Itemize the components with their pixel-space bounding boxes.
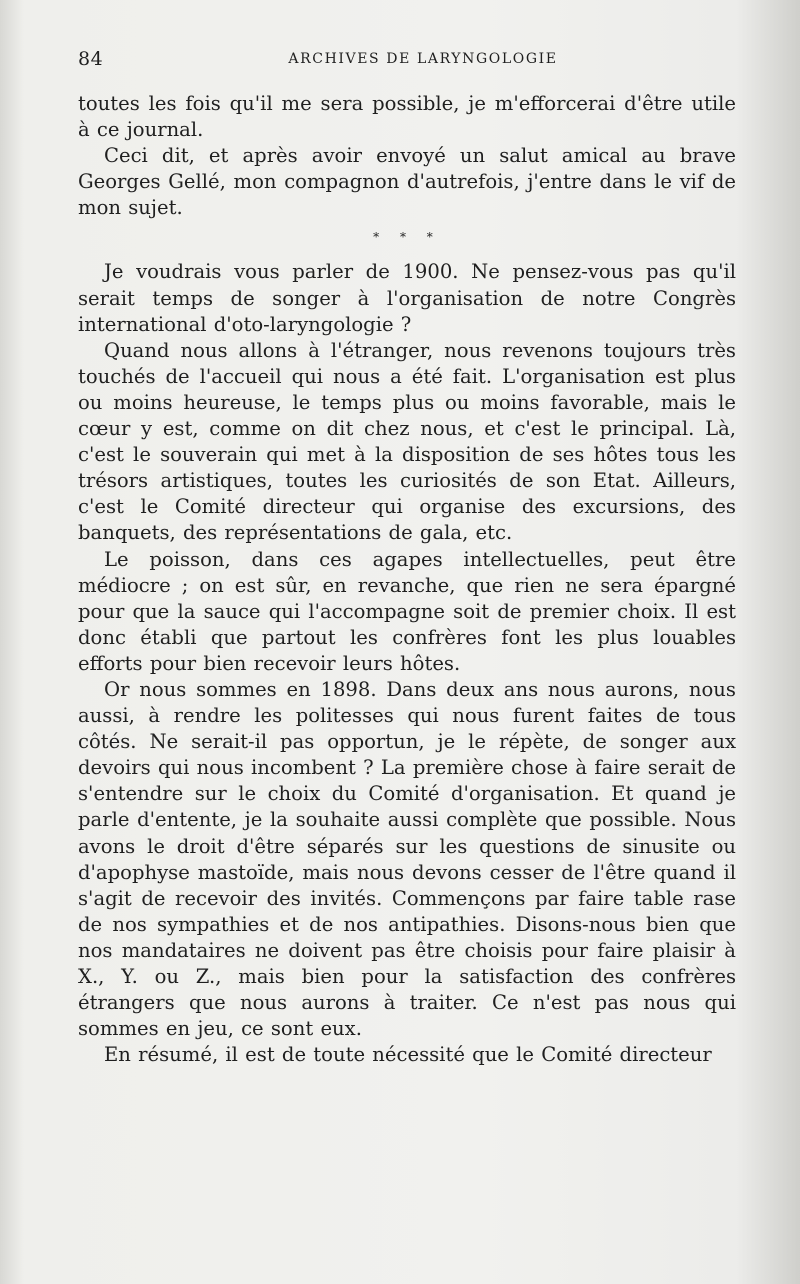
running-head: ARCHIVES DE LARYNGOLOGIE: [288, 51, 558, 67]
paragraph-5: Le poisson, dans ces agapes intellectuelles, peut être médiocre ; on est sûr, en revanche, que rien ne sera épargné pour que la sauce qui l'accompagne soit de premier choix. Il est donc établi que partout les confrères font les plus louables efforts pour bien recevoir leurs hôtes.: [78, 547, 736, 675]
paragraph-1: toutes les fois qu'il me sera possible, je m'efforcerai d'être utile à ce journal.: [78, 92, 736, 142]
paragraph-6: Or nous sommes en 1898. Dans deux ans nous aurons, nous aussi, à rendre les politesses qui nous furent faites de tous côtés. Ne serait-il pas opportun, je le répète, de songer aux devoirs qui nous incombent ? La première chose à faire serait de s'entendre sur le choix du Comité d'organisation. Et quand je parle d'entente, je la souhaite aussi complète que possible. Nous avons le droit d'être séparés sur les questions de sinusite ou d'apophyse mastoïde, mais nous devons cesser de l'être quand il s'agit de recevoir des invités. Commençons par faire table rase de nos sympathies et de nos antipathies. Disons-nous bien que nos mandataires ne doivent pas être choisis pour faire plaisir à X., Y. ou Z., mais bien pour la satisfaction des confrères étrangers que nous aurons à traiter. Ce n'est pas nous qui sommes en jeu, ce sont eux.: [78, 677, 736, 1041]
paragraph-7: En résumé, il est de toute nécessité que le Comité directeur: [104, 1043, 712, 1067]
section-ornament: * * *: [373, 230, 441, 245]
paragraph-3: Je voudrais vous parler de 1900. Ne pensez-vous pas qu'il serait temps de songer à l'organisation de notre Congrès international d'oto-laryngologie ?: [78, 260, 736, 336]
body-text: [78, 91, 736, 1068]
page-header: [78, 48, 738, 76]
paragraph-4: Quand nous allons à l'étranger, nous revenons toujours très touchés de l'accueil qui nous a été fait. L'organisation est plus ou moins heureuse, le temps plus ou moins favorable, mais le cœur y est, comme on dit chez nous, et c'est le principal. Là, c'est le souverain qui met à la disposition de ses hôtes tous les trésors artistiques, toutes les curiosités de son Etat. Ailleurs, c'est le Comité directeur qui organise des excursions, des banquets, des représentations de gala, etc.: [78, 338, 736, 545]
paragraph-2: Ceci dit, et après avoir envoyé un salut amical au brave Georges Gellé, mon compagnon d'autrefois, j'entre dans le vif de mon sujet.: [78, 144, 736, 220]
page-number: 84: [78, 48, 104, 70]
